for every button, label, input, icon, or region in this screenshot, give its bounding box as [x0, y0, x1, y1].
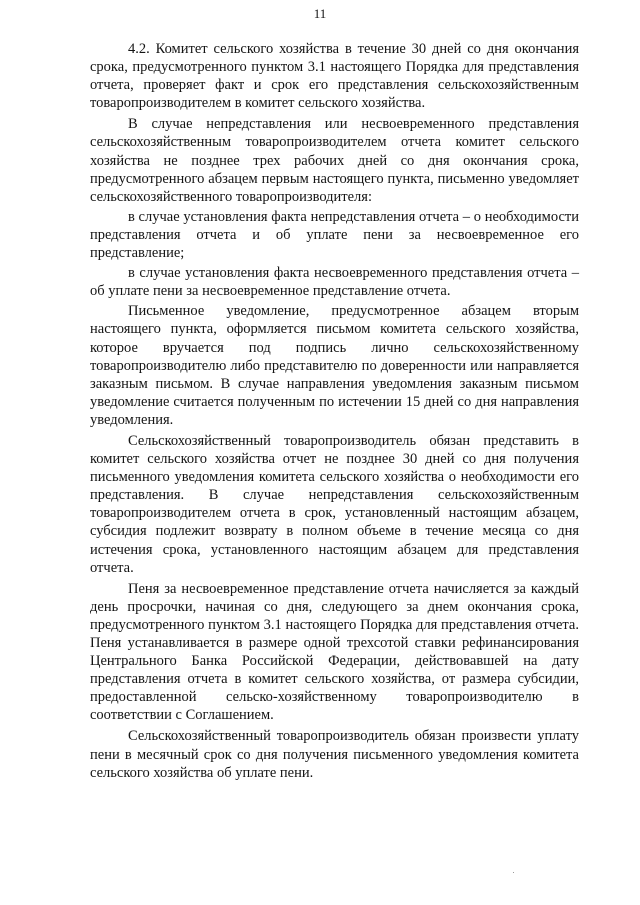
scan-speck	[513, 872, 514, 873]
paragraph-notification-duty: В случае непредставления или несвоевременного представления сельскохозяйственным товаропроизводителем отчета комитет сельского хозяйства не позднее трех рабочих дней со дня окончания срока, предусмотренного абзацем первым настоящего пункта, письменно уведомляет сельскохозяйственного товаропроизводителя:	[90, 116, 579, 205]
paragraph-case-late-submission: в случае установления факта несвоевременного представления отчета – об уплате пени за несвоевременное представление отчета.	[90, 265, 579, 300]
paragraph-written-notice: Письменное уведомление, предусмотренное абзацем вторым настоящего пункта, оформляется письмом комитета сельского хозяйства, которое вручается под подпись лично сельскохозяйственному товаропроизводителю либо представителю по доверенности или направляется заказным письмом. В случае направления уведомления заказным письмом уведомление считается полученным по истечении 15 дней со дня направления уведомления.	[90, 303, 579, 428]
paragraph-penalty-payment: Сельскохозяйственный товаропроизводитель обязан произвести уплату пени в месячный срок со дня получения письменного уведомления комитета сельского хозяйства об уплате пени.	[90, 728, 579, 781]
paragraph-penalty-calculation: Пеня за несвоевременное представление отчета начисляется за каждый день просрочки, начиная со дня, следующего за днем окончания срока, предусмотренного пунктом 3.1 настоящего Порядка для представления отчета. Пеня устанавливается в размере одной трехсотой ставки рефинансирования Центрального Банка Российской Федерации, действовавшей на дату представления отчета в комитет сельского хозяйства, от размера субсидии, предоставленной сельско-хозяйственному товаропроизводителю в соответствии с Соглашением.	[90, 580, 579, 724]
paragraph-case-nonsubmission: в случае установления факта непредставления отчета – о необходимости представления отчета и об уплате пени за несвоевременное его представление;	[90, 208, 579, 262]
paragraph-4-2: 4.2. Комитет сельского хозяйства в течение 30 дней со дня окончания срока, предусмотренного пунктом 3.1 настоящего Порядка для представления отчета, проверяет факт и срок его представления сельскохозяйственным товаропроизводителем в комитет сельского хозяйства.	[90, 41, 579, 112]
page-number: 11	[313, 6, 327, 21]
paragraph-report-obligation: Сельскохозяйственный товаропроизводитель обязан представить в комитет сельского хозяйства отчет не позднее 30 дней со дня получения письменного уведомления комитета сельского хозяйства о необходимости его представления. В случае непредставления сельскохозяйственным товаропроизводителем отчета в срок, установленный настоящим абзацем, субсидия подлежит возврату в полном объеме в течение месяца со дня истечения срока, установленного настоящим абзацем для представления отчета.	[90, 432, 579, 576]
document-body	[90, 40, 579, 784]
